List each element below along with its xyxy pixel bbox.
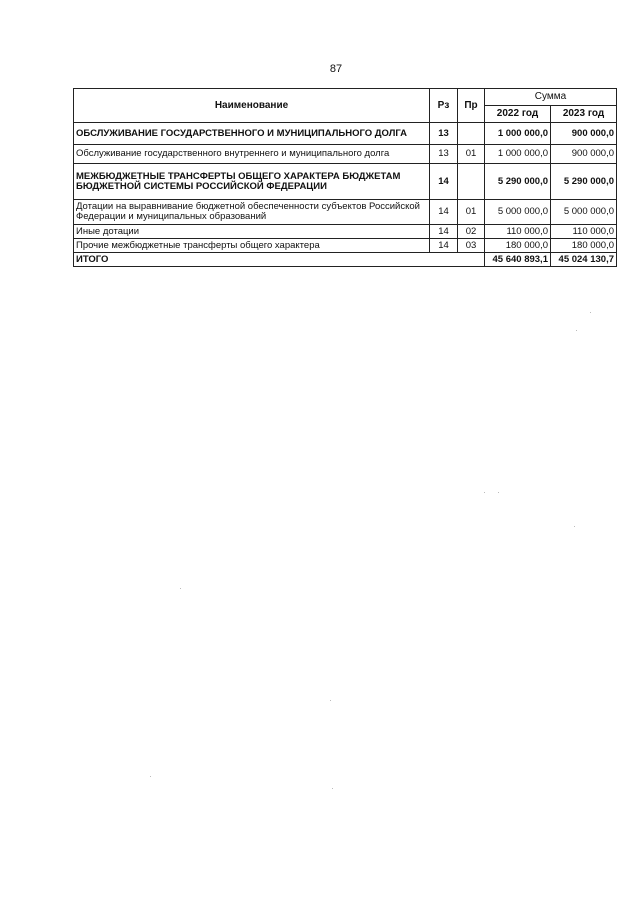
- scan-speck: [484, 492, 485, 493]
- row-name: Обслуживание государственного внутреннего и муниципального долга: [74, 145, 430, 164]
- scan-speck: [590, 312, 591, 313]
- row-value-2023: 900 000,0: [551, 123, 617, 145]
- table-row: [74, 239, 617, 253]
- table-header: [74, 89, 617, 123]
- row-value-2022: 1 000 000,0: [485, 145, 551, 164]
- row-rz: 14: [430, 225, 458, 239]
- row-value-2022: 180 000,0: [485, 239, 551, 253]
- header-year-2022: 2022 год: [485, 106, 551, 123]
- row-value-2023: 900 000,0: [551, 145, 617, 164]
- total-2022: 45 640 893,1: [485, 253, 551, 267]
- header-sum: Сумма: [485, 89, 617, 106]
- scan-speck: [332, 788, 333, 789]
- row-value-2022: 1 000 000,0: [485, 123, 551, 145]
- row-value-2022: 110 000,0: [485, 225, 551, 239]
- row-rz: 14: [430, 164, 458, 200]
- row-value-2023: 5 290 000,0: [551, 164, 617, 200]
- row-pr: [458, 123, 485, 145]
- scan-speck: [498, 492, 499, 493]
- budget-table: [73, 88, 617, 267]
- row-value-2022: 5 000 000,0: [485, 200, 551, 225]
- header-name: Наименование: [74, 89, 430, 123]
- row-value-2023: 5 000 000,0: [551, 200, 617, 225]
- total-label: ИТОГО: [74, 253, 485, 267]
- total-2023: 45 024 130,7: [551, 253, 617, 267]
- row-pr: 01: [458, 145, 485, 164]
- scan-speck: [150, 776, 151, 777]
- scan-speck: [330, 700, 331, 701]
- table-row: [74, 164, 617, 200]
- scan-speck: [576, 330, 577, 331]
- header-year-2023: 2023 год: [551, 106, 617, 123]
- row-pr: 03: [458, 239, 485, 253]
- row-name: ОБСЛУЖИВАНИЕ ГОСУДАРСТВЕННОГО И МУНИЦИПАЛЬНОГО ДОЛГА: [74, 123, 430, 145]
- table-row: [74, 200, 617, 225]
- row-rz: 14: [430, 200, 458, 225]
- row-name: Прочие межбюджетные трансферты общего характера: [74, 239, 430, 253]
- row-rz: 14: [430, 239, 458, 253]
- header-pr: Пр: [458, 89, 485, 123]
- table-row: [74, 145, 617, 164]
- row-rz: 13: [430, 145, 458, 164]
- row-value-2023: 180 000,0: [551, 239, 617, 253]
- row-pr: [458, 164, 485, 200]
- row-rz: 13: [430, 123, 458, 145]
- row-value-2022: 5 290 000,0: [485, 164, 551, 200]
- row-pr: 01: [458, 200, 485, 225]
- row-name: Иные дотации: [74, 225, 430, 239]
- table-row: [74, 123, 617, 145]
- scan-speck: [180, 588, 181, 589]
- row-pr: 02: [458, 225, 485, 239]
- table-footer: [74, 253, 617, 267]
- row-name: МЕЖБЮДЖЕТНЫЕ ТРАНСФЕРТЫ ОБЩЕГО ХАРАКТЕРА БЮДЖЕТАМ БЮДЖЕТНОЙ СИСТЕМЫ РОССИЙСКОЙ ФЕДЕРАЦИИ: [74, 164, 430, 200]
- page-number: 87: [329, 63, 343, 75]
- row-name: Дотации на выравнивание бюджетной обеспеченности субъектов Российской Федерации и муниципальных образований: [74, 200, 430, 225]
- table-body: [74, 123, 617, 253]
- header-rz: Рз: [430, 89, 458, 123]
- table-row: [74, 225, 617, 239]
- row-value-2023: 110 000,0: [551, 225, 617, 239]
- scan-speck: [574, 526, 575, 527]
